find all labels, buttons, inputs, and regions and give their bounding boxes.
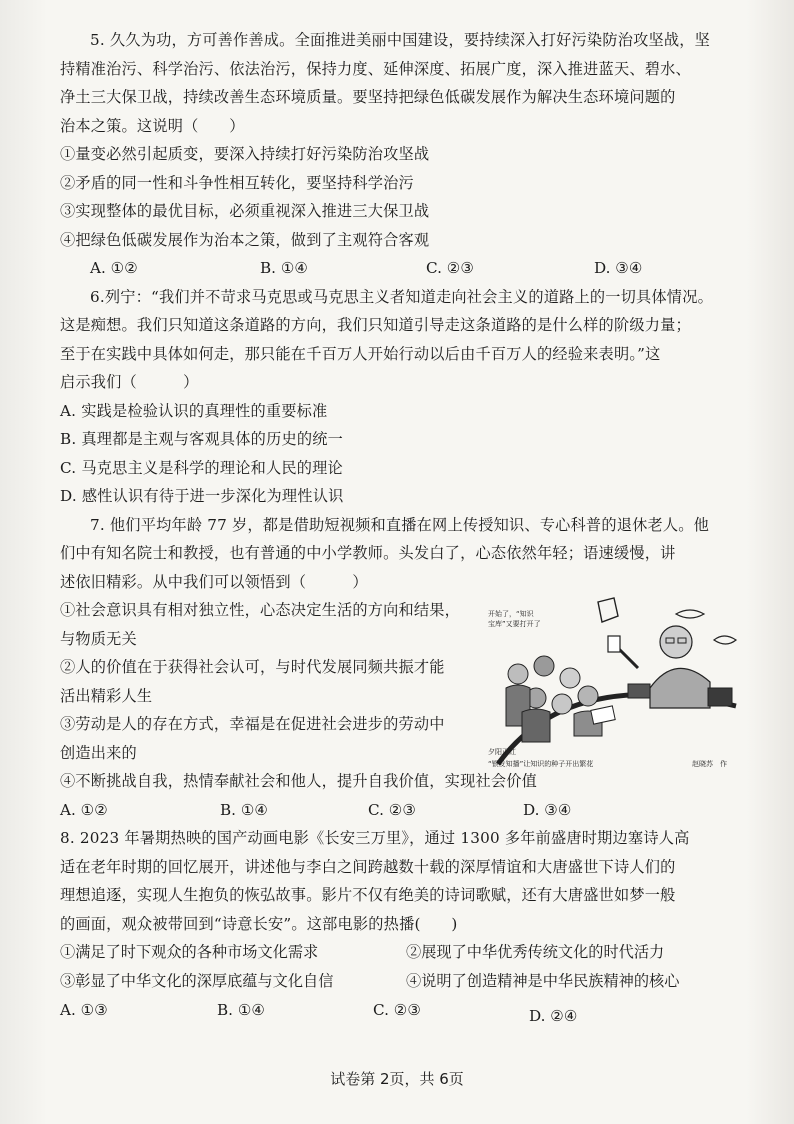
q8-option-d[interactable]: D. ②④	[529, 1007, 578, 1025]
q6-stem-line: 这是痴想。我们只知道这条道路的方向，我们只知道引导走这条道路的是什么样的阶级力量；	[60, 316, 691, 334]
q6-stem-line: 至于在实践中具体如何走，那只能在千百万人开始行动以后由千百万人的经验来表明。”这	[60, 344, 661, 363]
cartoon-bubble-line-1: 开始了，“知识	[488, 610, 534, 618]
q5-statement-3: ③实现整体的最优目标，必须重视深入推进三大保卫战	[60, 202, 430, 220]
q5-option-a[interactable]: A. ①②	[90, 259, 138, 277]
q5-stem-line: 净土三大保卫战，持续改善生态环境质量。要坚持把绿色低碳发展作为解决生态环境问题的	[60, 88, 676, 106]
q7-option-c[interactable]: C. ②③	[368, 800, 416, 819]
q8-statements-row-1	[60, 938, 740, 967]
cartoon-bubble-line-2: 宝库”又要打开了	[488, 620, 541, 628]
q7-statement-1: ①社会意识具有相对独立性，心态决定生活的方向和结果，	[60, 601, 461, 619]
q6-option-d[interactable]: D. 感性认识有待于进一步深化为理性认识	[60, 487, 344, 505]
question-6	[60, 283, 740, 511]
q5-stem-line: 治本之策。这说明（ ）	[60, 116, 245, 135]
q7-options	[60, 796, 740, 825]
q8-stem-line: 理想追逐，实现人生抱负的恢弘故事。影片不仅有绝美的诗词歌赋，还有大唐盛世如梦一般	[60, 886, 676, 904]
q8-statements-row-2	[60, 967, 740, 996]
q7-statement-4: ④不断挑战自我，热情奉献社会和他人，提升自我价值，实现社会价值	[60, 772, 538, 790]
q7-statement-1-cont: 与物质无关	[60, 629, 137, 648]
q7-stem-line: 述依旧精彩。从中我们可以领悟到（ ）	[60, 572, 368, 591]
q8-stem-line: 8. 2023 年暑期热映的国产动画电影《长安三万里》，通过 1300 多年前盛唐时期边塞诗人高	[60, 829, 690, 847]
q7-statements	[60, 596, 470, 767]
q6-stem-line: 启示我们（ ）	[60, 373, 199, 391]
q5-option-c[interactable]: C. ②③	[426, 259, 474, 277]
q6-option-a[interactable]: A. 实践是检验认识的真理性的重要标准	[60, 401, 328, 420]
q7-statements-with-cartoon	[60, 596, 740, 767]
q8-statement-4: ④说明了创造精神是中华民族精神的核心	[406, 972, 680, 990]
q7-option-d[interactable]: D. ③④	[523, 800, 572, 819]
q6-option-b[interactable]: B. 真理都是主观与客观具体的历史的统一	[60, 430, 344, 448]
q5-statement-4: ④把绿色低碳发展作为治本之策，做到了主观符合客观	[60, 230, 430, 249]
q7-statement-2: ②人的价值在于获得社会认可，与时代发展同频共振才能	[60, 658, 445, 676]
q7-option-b[interactable]: B. ①④	[220, 800, 269, 819]
q8-option-a[interactable]: A. ①③	[60, 1001, 108, 1019]
q8-option-b[interactable]: B. ①④	[217, 1001, 266, 1019]
q8-statement-2: ②展现了中华优秀传统文化的时代活力	[406, 943, 665, 961]
cartoon-illustration	[478, 596, 746, 774]
q8-option-c[interactable]: C. ②③	[373, 1001, 421, 1019]
q7-statement-3: ③劳动是人的存在方式，幸福是在促进社会进步的劳动中	[60, 715, 445, 733]
exam-content	[60, 26, 740, 1031]
question-7	[60, 511, 740, 825]
question-8	[60, 824, 740, 1031]
q5-option-b[interactable]: B. ①④	[260, 259, 309, 277]
q8-stem-line: 适在老年时期的回忆展开，讲述他与李白之间跨越数十载的深厚情谊和大唐盛世下诗人们的	[60, 857, 676, 876]
q8-statement-3: ③彰显了中华文化的深厚底蕴与文化自信	[60, 972, 334, 990]
q5-options	[60, 254, 740, 283]
cartoon-caption: “银发知播”让知识的种子开出繁花	[488, 760, 594, 768]
q6-stem-line: 6.列宁：“我们并不苛求马克思或马克思主义者知道走向社会主义的道路上的一切具体情况。	[90, 287, 713, 306]
q5-stem-line: 5. 久久为功，方可善作善成。全面推进美丽中国建设，要持续深入打好污染防治攻坚战，坚	[90, 31, 711, 49]
question-5	[60, 26, 740, 283]
q5-statement-1: ①量变必然引起质变，要深入持续打好污染防治攻坚战	[60, 145, 430, 163]
q7-statement-2-cont: 活出精彩人生	[60, 686, 153, 705]
page-footer: 试卷第 2页，共 6页	[330, 1070, 464, 1088]
q7-option-a[interactable]: A. ①②	[60, 800, 108, 819]
q5-option-d[interactable]: D. ③④	[594, 259, 643, 277]
q5-statement-2: ②矛盾的同一性和斗争性相互转化，要坚持科学治污	[60, 173, 414, 192]
q5-stem-line: 持精准治污、科学治污、依法治污，保持力度、延伸深度、拓展广度，深入推进蓝天、碧水、	[60, 59, 691, 78]
q8-options	[60, 996, 740, 1031]
q7-statement-3-cont: 创造出来的	[60, 743, 137, 762]
cartoon-title: 夕阳正红	[488, 748, 516, 756]
q8-stem-line: 的画面，观众被带回到“诗意长安”。这部电影的热播( )	[60, 914, 458, 933]
q6-option-c[interactable]: C. 马克思主义是科学的理论和人民的理论	[60, 458, 343, 477]
q7-stem-line: 们中有知名院士和教授，也有普通的中小学教师。头发白了，心态依然年轻；语速缓慢，讲	[60, 544, 676, 562]
q7-stem-line: 7. 他们平均年龄 77 岁，都是借助短视频和直播在网上传授知识、专心科普的退休老人。他	[90, 515, 710, 534]
q8-statement-1: ①满足了时下观众的各种市场文化需求	[60, 943, 319, 961]
cartoon-artist: 赵晓苏 作	[692, 760, 727, 768]
